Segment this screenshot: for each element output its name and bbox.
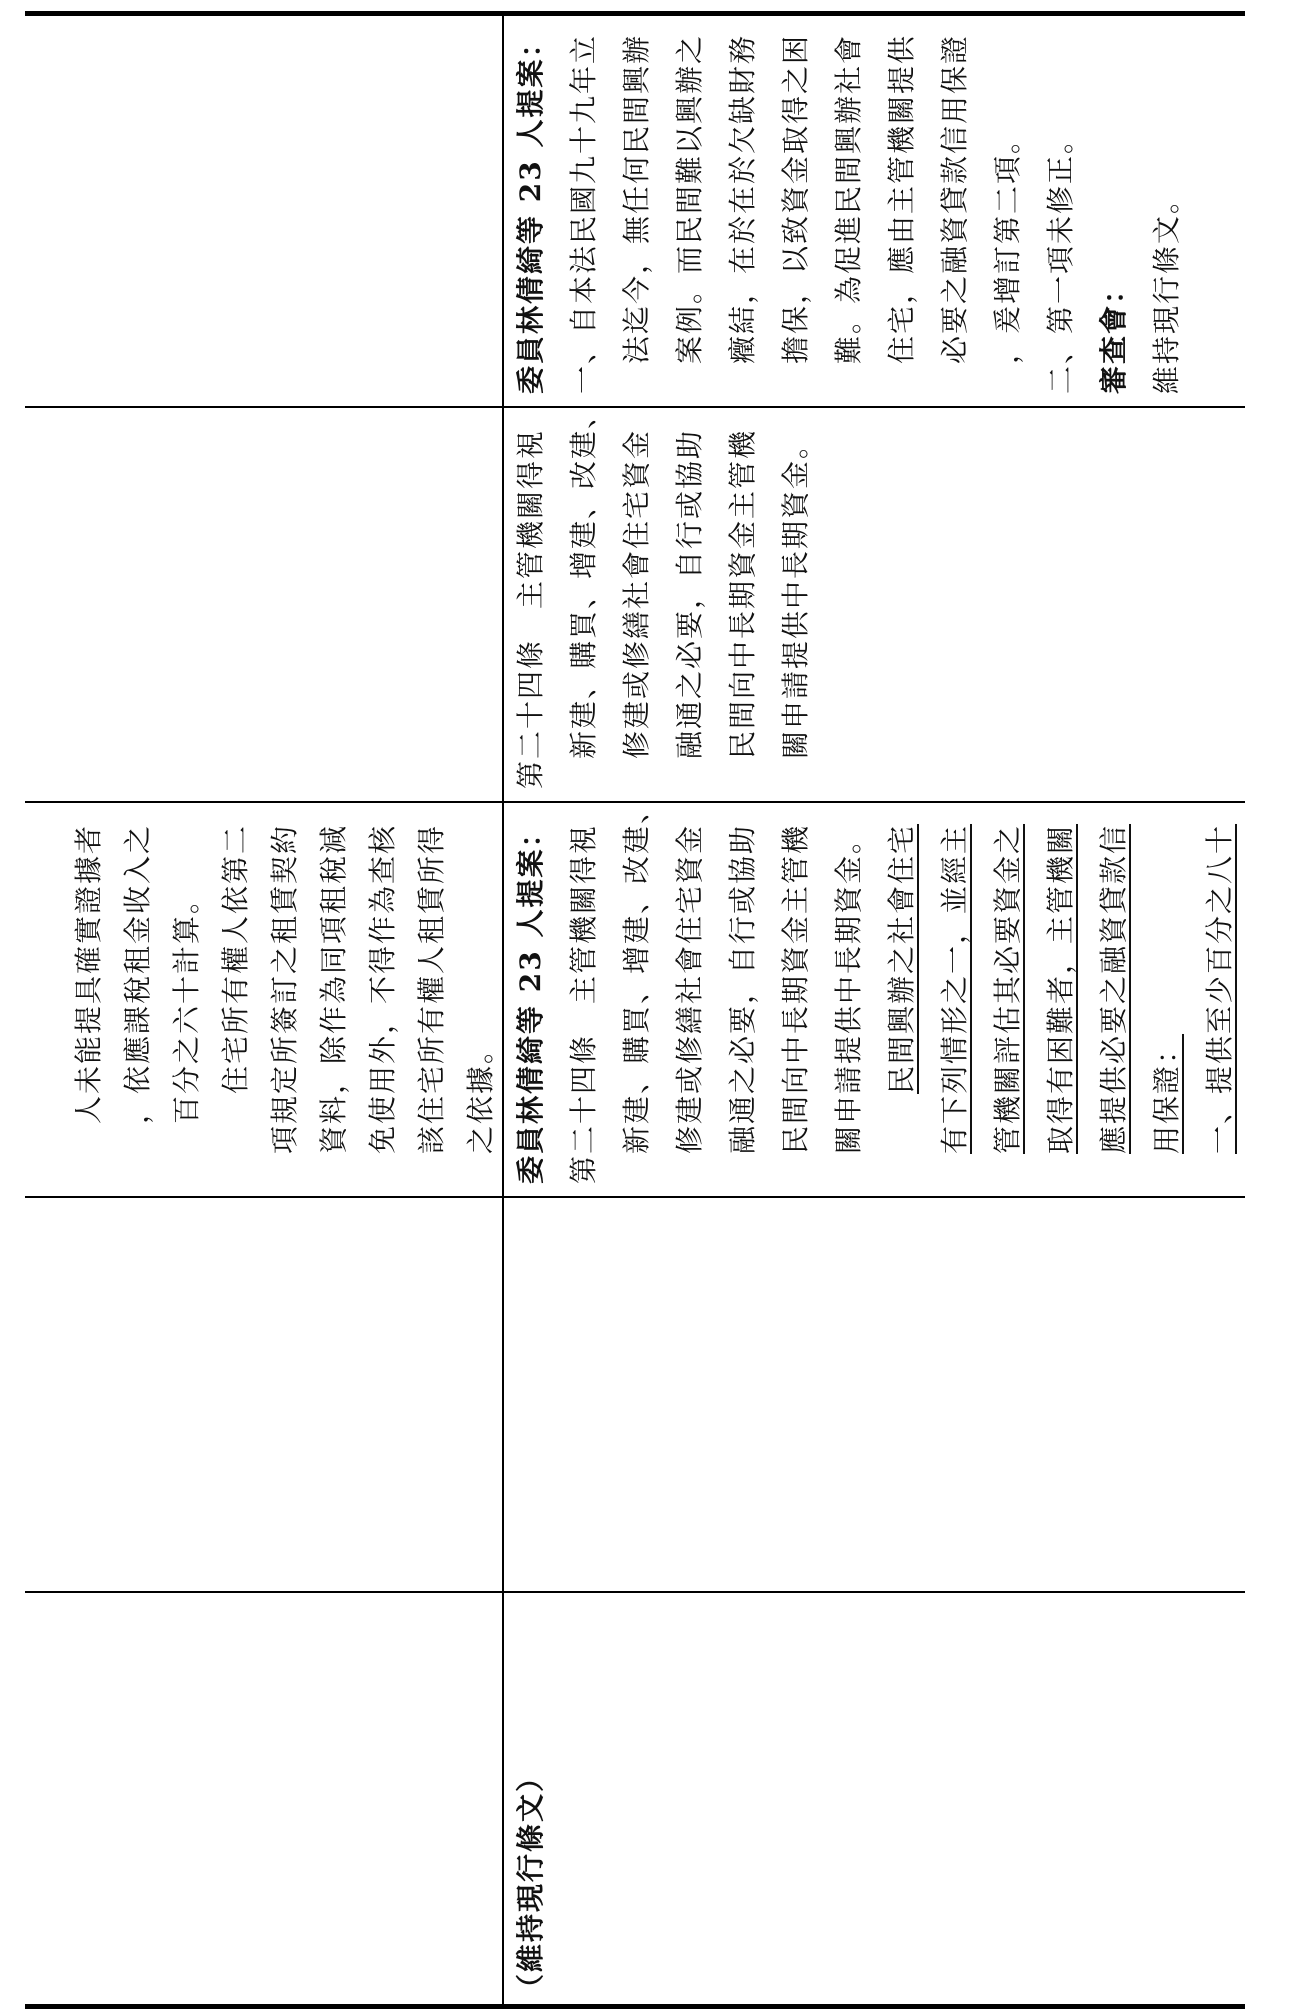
article-text-line: 之依據。 <box>464 1033 497 1154</box>
article-text-line: 住宅所有權人依第二 <box>219 823 252 1094</box>
article-text-line: 關申請提供中長期資金。 <box>779 428 812 759</box>
explanation-line: 難。為促進民間興辦社會 <box>832 33 865 364</box>
explanation-line: 法迄今，無任何民間興辦 <box>620 33 653 364</box>
proposal-heading: 委員林倩綺等 23 人提案： <box>514 817 547 1184</box>
review-committee-heading: 審查會： <box>1097 273 1130 394</box>
amended-text-line: 有下列情形之一，並經主 <box>938 823 971 1154</box>
article-text-line: 資料，除作為同項租稅減 <box>317 823 350 1154</box>
explanation-line: 住宅，應由主管機關提供 <box>885 33 918 364</box>
article-text-line: 人未能提具確實證據者 <box>72 823 105 1124</box>
amended-text-line: 取得有困難者，主管機關 <box>1044 823 1077 1154</box>
cell-r1-c1 <box>504 1593 557 2004</box>
explanation-line: 擔保，以致資金取得之困 <box>779 33 812 364</box>
review-committee-decision: 維持現行條文。 <box>1150 183 1183 394</box>
cell-r1-c4 <box>504 398 822 801</box>
article-text-line: 百分之六十計算。 <box>170 883 203 1124</box>
amended-text-line: 民間興辦之社會住宅 <box>885 823 918 1094</box>
article-text-line: 民間向中長期資金主管機 <box>779 823 812 1154</box>
article-text-line: 修建或修繕社會住宅資金 <box>620 428 653 759</box>
amended-text-line: 一、提供至少百分之八十 <box>1203 823 1236 1154</box>
table-outer-border <box>25 2004 1245 2009</box>
amended-text-line: 應提供必要之融資貸款信 <box>1097 823 1130 1154</box>
article-text-line: 新建、購買、增建、改建、 <box>620 793 653 1154</box>
explanation-line: 一、自本法民國九十九年立 <box>567 33 600 394</box>
column-divider <box>25 1591 1245 1593</box>
article-text-line: 新建、購買、增建、改建、 <box>567 398 600 759</box>
column-divider <box>25 1196 1245 1198</box>
article-text-line: 項規定所簽訂之租賃契約 <box>268 823 301 1154</box>
explanation-line: ，爰增訂第二項。 <box>991 123 1024 364</box>
article-text-line: ，依應課稅租金收入之 <box>121 823 154 1124</box>
explanation-line: 案例。而民間難以興辦之 <box>673 33 706 364</box>
article-text-line: 民間向中長期資金主管機 <box>726 428 759 759</box>
explanation-line: 二、第一項未修正。 <box>1044 123 1077 394</box>
proposal-heading: 委員林倩綺等 23 人提案： <box>514 27 547 394</box>
article-text-line: 融通之必要，自行或協助 <box>726 823 759 1154</box>
cell-r1-c3 <box>504 793 1246 1196</box>
article-number-line: 第二十四條 主管機關得視 <box>567 823 600 1184</box>
article-text-line: 融通之必要，自行或協助 <box>673 428 706 759</box>
article-text-line: 免使用外，不得作為查核 <box>366 823 399 1154</box>
cell-r1-c5 <box>504 16 1193 406</box>
explanation-line: 癥結，在於在於欠缺財務 <box>726 33 759 364</box>
amended-text-line: 管機關評估其必要資金之 <box>991 823 1024 1154</box>
retain-current-text-label: （維持現行條文） <box>514 1761 547 2002</box>
article-text-line: 修建或修繕社會住宅資金 <box>673 823 706 1154</box>
amended-text-line: 用保證： <box>1150 1033 1183 1154</box>
article-text-line: 關申請提供中長期資金。 <box>832 823 865 1154</box>
article-text-line: 該住宅所有權人租賃所得 <box>415 823 448 1154</box>
article-number-line: 第二十四條 主管機關得視 <box>514 428 547 789</box>
explanation-line: 必要之融資貸款信用保證 <box>938 33 971 364</box>
cell-r0-c3 <box>64 803 505 1196</box>
